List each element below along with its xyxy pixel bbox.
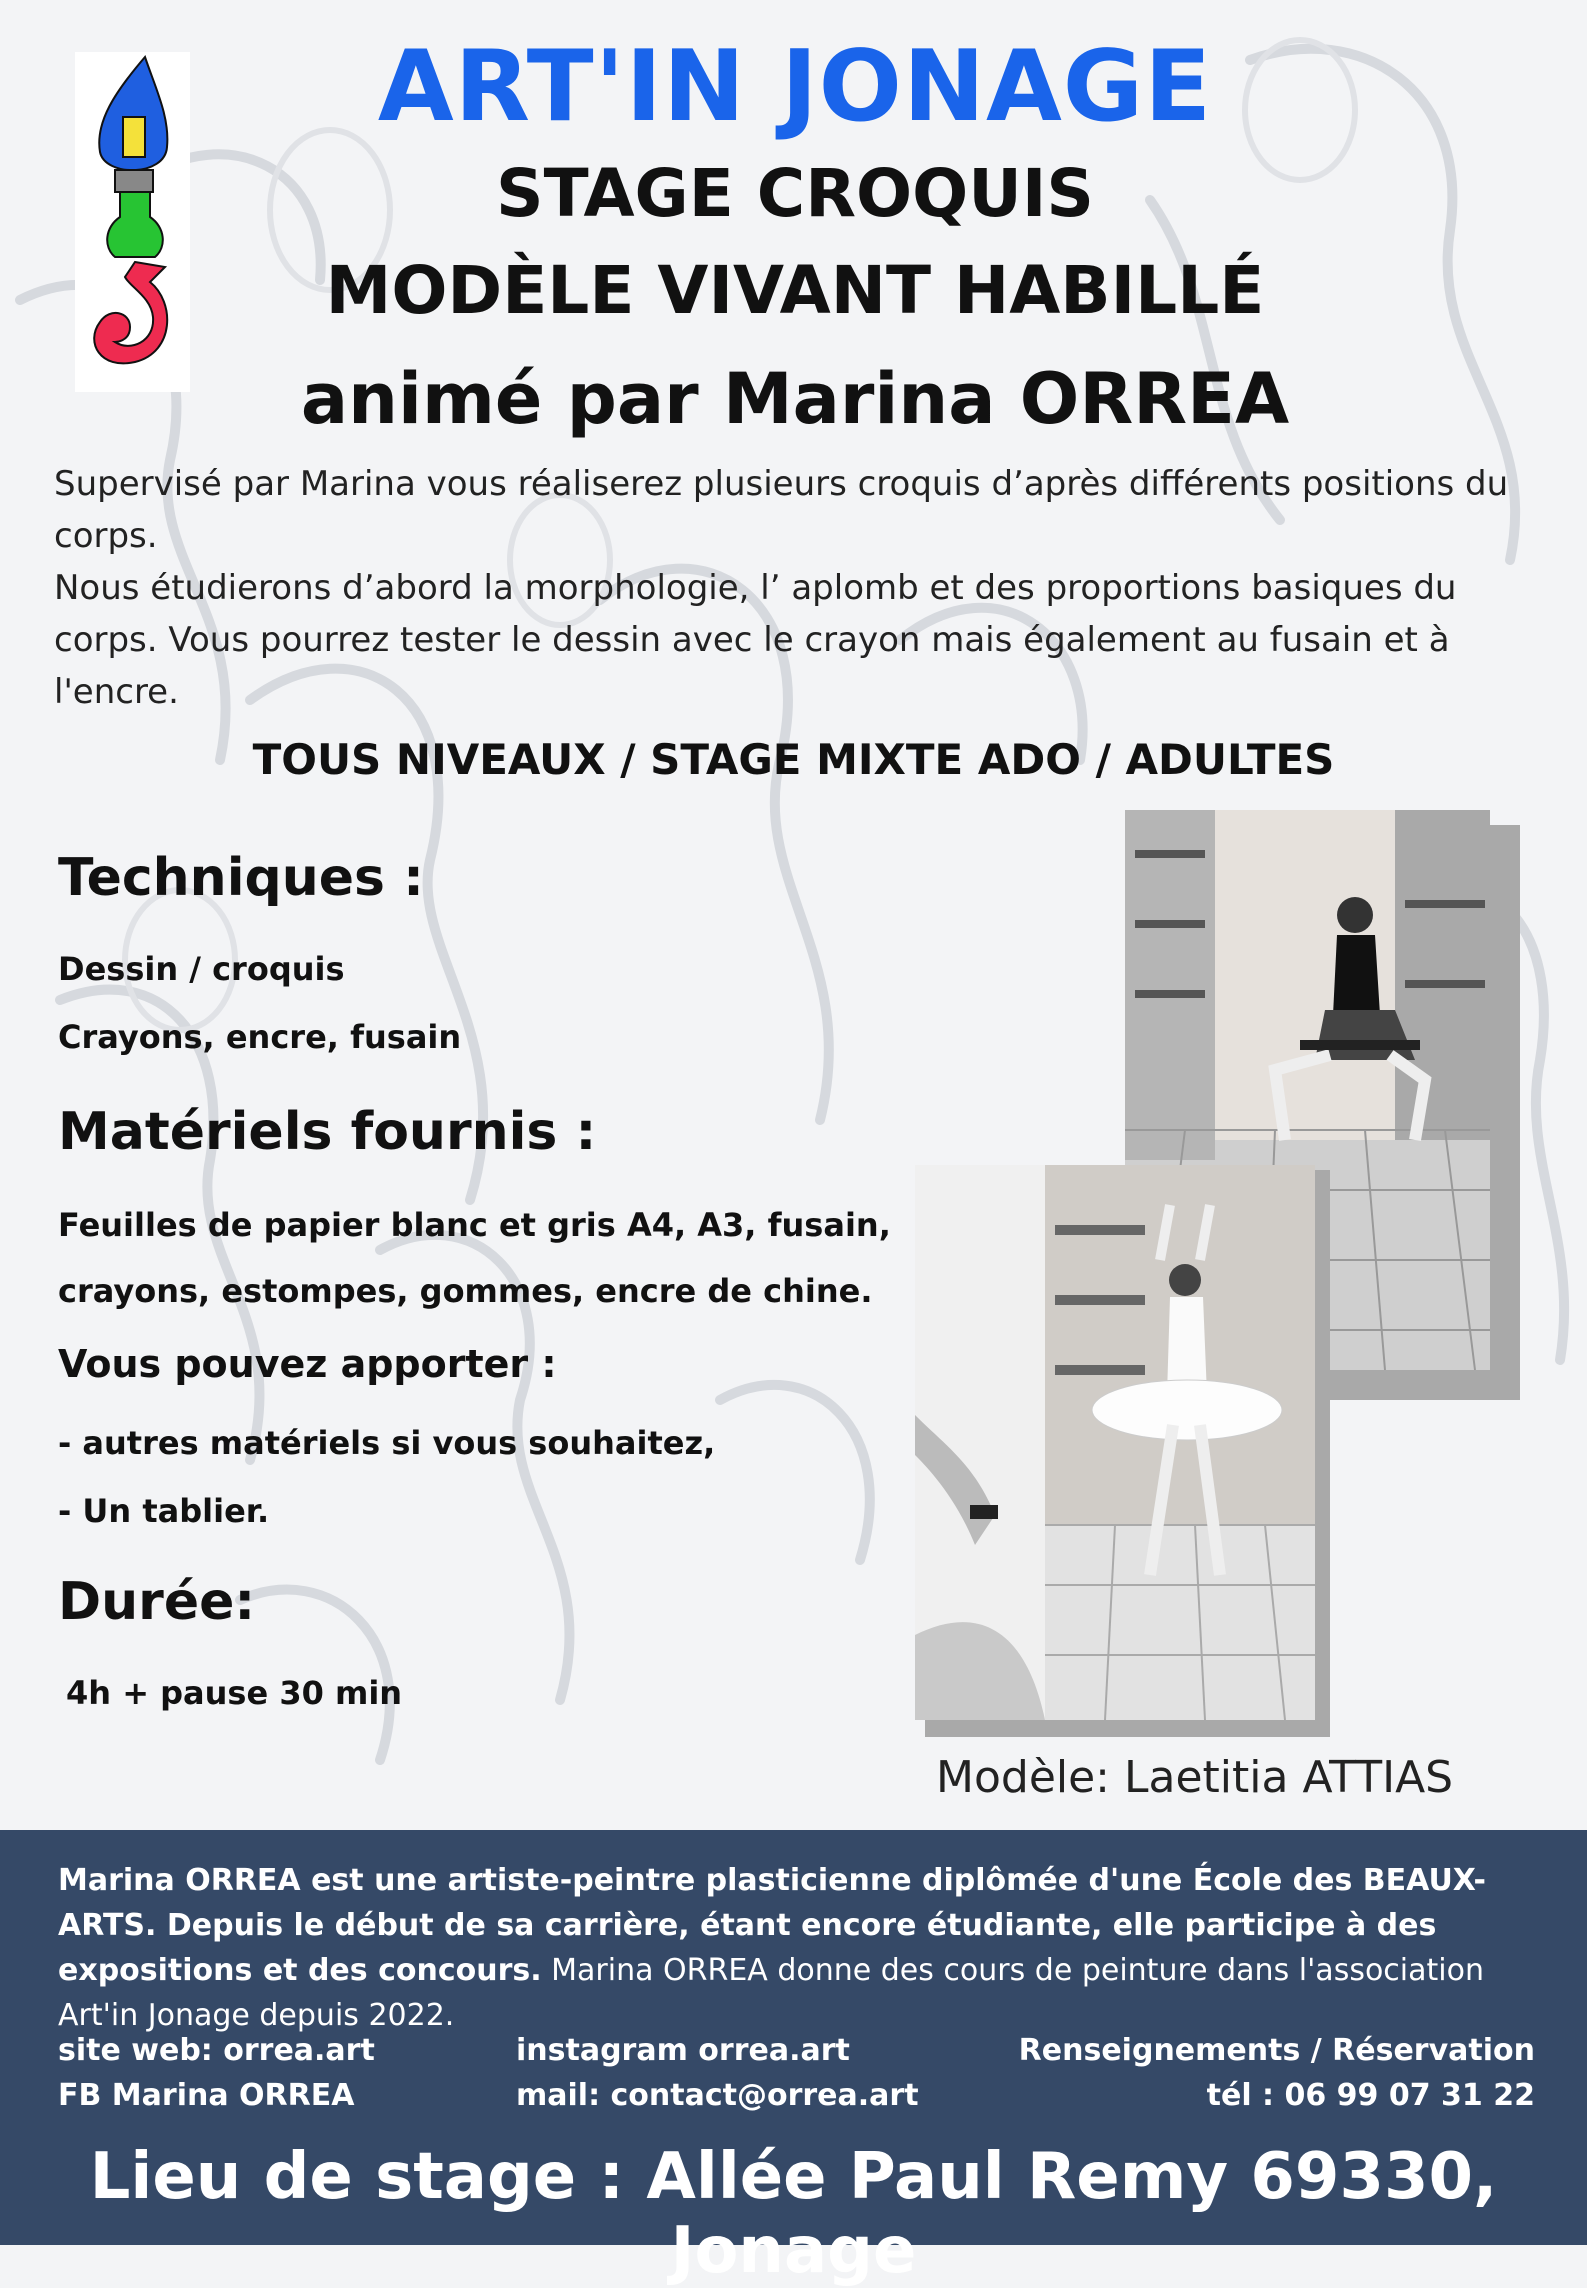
title-stage-croquis: STAGE CROQUIS	[496, 155, 1094, 232]
facebook-link[interactable]: FB Marina ORREA	[58, 2078, 355, 2113]
bring-item: - autres matériels si vous souhaitez,	[58, 1424, 716, 1462]
photo-caption: Modèle: Laetitia ATTIAS	[936, 1752, 1454, 1803]
email-link[interactable]: mail: contact@orrea.art	[516, 2078, 919, 2113]
venue-address: Lieu de stage : Allée Paul Remy 69330, Jonage	[89, 2140, 1498, 2288]
footer	[0, 1830, 1587, 2288]
bring-item: - Un tablier.	[58, 1492, 270, 1530]
materials-item: crayons, estompes, gommes, encre de chine.	[58, 1272, 873, 1310]
brush-logo	[75, 52, 190, 392]
artist-bio-bold: Marina ORREA est une artiste-peintre plasticienne diplômée d'une École des BEAUX-ARTS. Depuis le début de sa carrière, étant encore étudiante, elle participe à des expositions et des concours.	[58, 1863, 1486, 1988]
intro-paragraph-2: Nous étudierons d’abord la morphologie, l’ aplomb et des proportions basiques du corps. Vous pourrez tester le dessin avec le crayon mais également au fusain et à l'encre.	[54, 568, 1457, 712]
instagram-link[interactable]: instagram orrea.art	[516, 2033, 850, 2068]
title-modele-vivant: MODÈLE VIVANT HABILLÉ	[325, 252, 1265, 329]
phone-number[interactable]: tél : 06 99 07 31 22	[1206, 2078, 1535, 2113]
techniques-heading: Techniques :	[58, 848, 424, 908]
paintbrush-icon	[75, 52, 190, 392]
artist-bio-normal: Marina ORREA donne des cours de peinture dans l'association Art'in Jonage depuis 2022.	[58, 1953, 1484, 2033]
brand-title: ART'IN JONAGE	[377, 30, 1213, 144]
website-link[interactable]: site web: orrea.art	[58, 2033, 375, 2068]
intro-paragraph-1: Supervisé par Marina vous réaliserez plusieurs croquis d’après différents positions du corps.	[54, 464, 1509, 556]
techniques-item: Crayons, encre, fusain	[58, 1018, 462, 1056]
booking-label: Renseignements / Réservation	[1018, 2033, 1535, 2068]
materials-item: Feuilles de papier blanc et gris A4, A3, fusain,	[58, 1206, 891, 1244]
techniques-item: Dessin / croquis	[58, 950, 345, 988]
duration-value: 4h + pause 30 min	[66, 1674, 403, 1712]
artist-bio	[58, 1858, 1568, 2038]
materials-heading: Matériels fournis :	[58, 1102, 597, 1162]
photo-standing-ballerina	[915, 1165, 1315, 1720]
intro-text	[54, 458, 1514, 718]
duration-heading: Durée:	[58, 1572, 256, 1632]
bring-heading: Vous pouvez apporter :	[58, 1342, 557, 1386]
levels-line: TOUS NIVEAUX / STAGE MIXTE ADO / ADULTES	[252, 735, 1335, 784]
ballerina-image	[915, 1165, 1315, 1720]
title-anime-par: animé par Marina ORREA	[300, 358, 1290, 440]
